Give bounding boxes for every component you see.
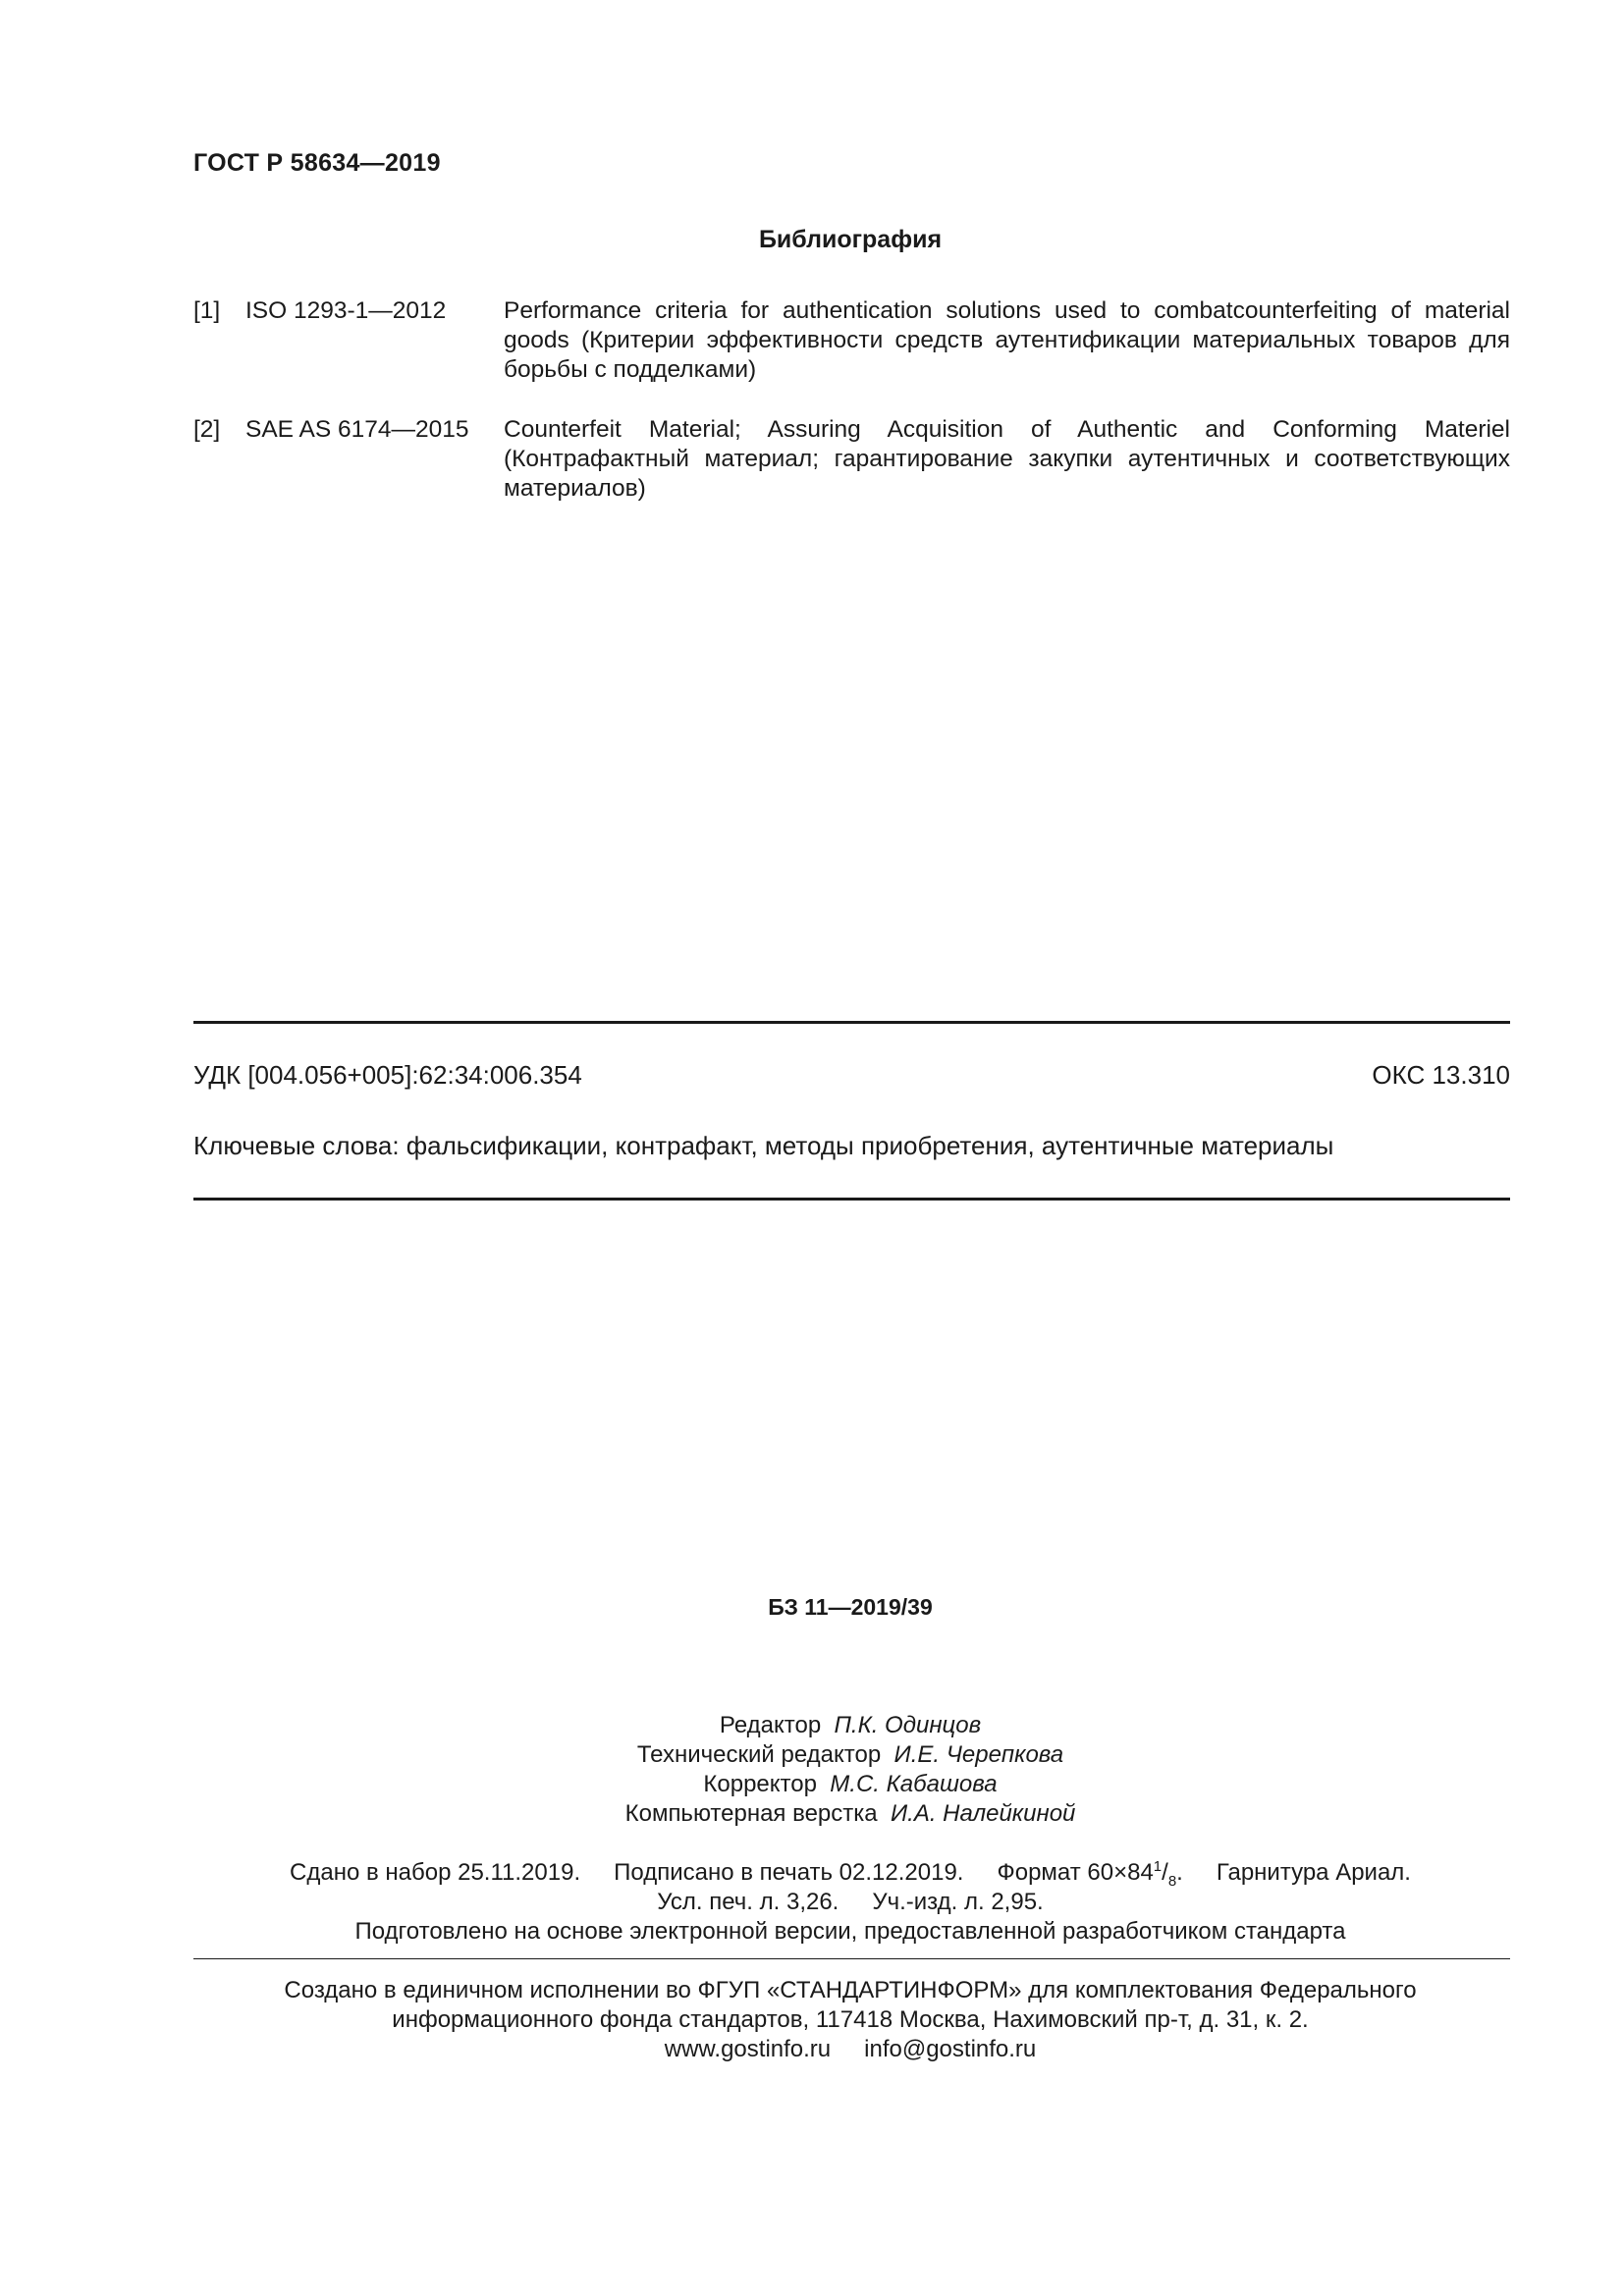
document-code: ГОСТ Р 58634—2019: [193, 149, 441, 177]
divider-top: [193, 1021, 1510, 1024]
entry-number: [2]: [193, 416, 221, 443]
keywords: Ключевые слова: фальсификации, контрафакт, методы приобретения, аутентичные материалы: [193, 1131, 1334, 1160]
credits-block: [0, 1711, 1624, 1829]
imprint-line-2: [0, 1888, 1624, 1917]
publisher-block: [0, 1976, 1624, 2064]
udk-code: УДК [004.056+005]:62:34:006.354: [193, 1060, 582, 1090]
credit-line: [0, 1740, 1624, 1770]
entry-text: Counterfeit Material; Assuring Acquisition of Authentic and Conforming Materiel (Контрафактный материал; гарантирование закупки аутентичных и соответствующих материалов): [504, 416, 1510, 502]
credit-line: [0, 1770, 1624, 1799]
credit-line: [0, 1799, 1624, 1829]
publisher-line-2: информационного фонда стандартов, 117418 Москва, Нахимовский пр-т, д. 31, к. 2.: [392, 2006, 1309, 2033]
paper-format: Формат $60\times 84^1/_8$.: [997, 1858, 1183, 1890]
entry-text: Performance criteria for authentication solutions used to combatcounterfeiting of material goods (Критерии эффективности средств аутентификации материальных товаров для борьбы с подделками): [504, 297, 1510, 383]
website-link[interactable]: www.gostinfo.ru: [664, 2036, 832, 2062]
submitted-date: Сдано в набор 25.11.2019.: [290, 1859, 581, 1886]
credit-name: И.А. Налейкиной: [890, 1800, 1076, 1827]
entry-number: [1]: [193, 297, 221, 324]
oks-code: ОКС 13.310: [1372, 1060, 1510, 1090]
credit-role: Корректор: [703, 1771, 817, 1797]
credit-role: Редактор: [719, 1712, 822, 1738]
credit-name: П.К. Одинцов: [834, 1712, 982, 1738]
imprint-block: [0, 1858, 1624, 1947]
credit-name: И.Е. Черепкова: [893, 1741, 1064, 1768]
divider-publisher: [193, 1958, 1510, 1959]
imprint-line-1: [0, 1858, 1624, 1888]
signed-date: Подписано в печать 02.12.2019.: [614, 1859, 964, 1886]
credit-name: М.С. Кабашова: [830, 1771, 998, 1797]
typeface: Гарнитура Ариал.: [1216, 1859, 1411, 1886]
email-link[interactable]: info@gostinfo.ru: [864, 2036, 1037, 2062]
bz-number: БЗ 11—2019/39: [768, 1594, 933, 1620]
publisher-line-1: Создано в единичном исполнении во ФГУП «СТАНДАРТИНФОРМ» для комплектования Федерального: [284, 1977, 1417, 2003]
entry-reference: SAE AS 6174—2015: [245, 416, 469, 443]
entry-reference: ISO 1293-1—2012: [245, 297, 447, 324]
divider-bottom: [193, 1198, 1510, 1201]
credit-line: [0, 1711, 1624, 1740]
publisher-contacts: [0, 2035, 1624, 2064]
publisher-sheets: Уч.-изд. л. 2,95.: [872, 1889, 1044, 1915]
prepared-note: Подготовлено на основе электронной версии, предоставленной разработчиком стандарта: [354, 1918, 1346, 1945]
credit-role: Технический редактор: [636, 1741, 882, 1768]
print-sheets: Усл. печ. л. 3,26.: [657, 1889, 839, 1915]
credit-role: Компьютерная верстка: [624, 1800, 878, 1827]
bibliography-title: Библиография: [758, 226, 943, 253]
